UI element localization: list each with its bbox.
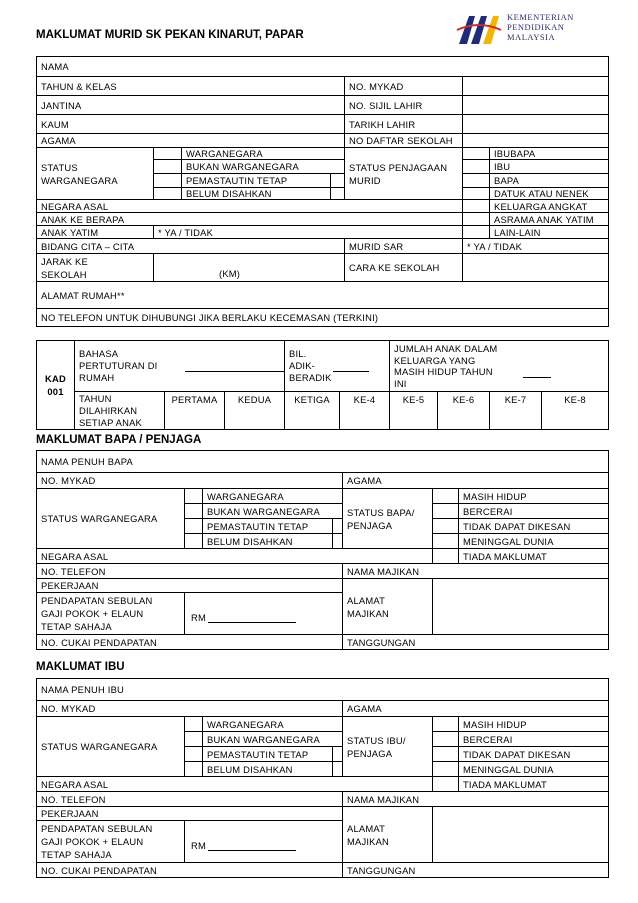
birth-cert-field[interactable] — [463, 96, 609, 115]
logo-line-2: PENDIDIKAN — [507, 22, 565, 32]
father-income-label — [37, 593, 185, 635]
siblings-line-3: BERADIK — [289, 372, 332, 383]
father-tax-field[interactable]: NO. CUKAI PENDAPATAN — [37, 635, 343, 650]
school-reg-label: NO DAFTAR SEKOLAH — [345, 134, 463, 148]
distance-field[interactable]: (KM) — [154, 254, 345, 282]
mother-religion-field[interactable]: AGAMA — [343, 701, 609, 717]
country-origin-field[interactable]: NEGARA ASAL — [37, 200, 463, 213]
gender-field[interactable]: JANTINA — [37, 96, 345, 115]
care-status-label: STATUS PENJAGAAN MURID — [345, 148, 463, 200]
father-employer-address-line-2: MAJIKAN — [347, 607, 390, 619]
father-status-line-1: STATUS BAPA/ — [347, 506, 415, 518]
ambition-field[interactable]: BIDANG CITA – CITA — [37, 239, 345, 254]
mother-employer-name-field[interactable]: NAMA MAJIKAN — [343, 792, 609, 807]
father-pr-checkbox[interactable] — [185, 519, 203, 534]
father-citizen-option: WARGANEGARA — [203, 489, 343, 504]
father-deceased-checkbox[interactable] — [433, 534, 459, 549]
father-noncitizen-option: BUKAN WARGANEGARA — [203, 504, 343, 519]
birth-years-line-2: DILAHIRKAN — [79, 404, 138, 416]
mother-divorced-option: BERCERAI — [459, 732, 609, 747]
father-income-field[interactable] — [185, 593, 343, 635]
citizen-option: WARGANEGARA — [182, 148, 345, 160]
birth-date-field[interactable] — [463, 115, 609, 134]
mother-occupation-field[interactable]: PEKERJAAN — [37, 807, 343, 821]
birth-years-label — [75, 392, 165, 430]
citizenship-status-label: STATUS WARGANEGARA — [37, 148, 154, 200]
father-income-line-3: TETAP SAHAJA — [41, 621, 112, 632]
birth-years-line-1: TAHUN — [79, 392, 112, 404]
father-income-line-1: PENDAPATAN SEBULAN — [41, 595, 153, 606]
unconfirmed-mark[interactable] — [331, 188, 345, 200]
mother-tax-field[interactable]: NO. CUKAI PENDAPATAN — [37, 863, 343, 878]
living-children-line-2: KELUARGA YANG — [394, 354, 476, 366]
mother-alive-checkbox[interactable] — [433, 717, 459, 732]
student-info-table — [36, 56, 609, 327]
father-employer-name-field[interactable]: NAMA MAJIKAN — [343, 564, 609, 579]
permanent-resident-checkbox[interactable] — [154, 174, 182, 188]
transport-label: CARA KE SEKOLAH — [345, 254, 463, 282]
mother-income-label — [37, 821, 185, 863]
mykad-label: NO. MYKAD — [345, 77, 463, 96]
birth-date-label: TARIKH LAHIR — [345, 115, 463, 134]
student-name-field[interactable]: NAMA — [37, 57, 609, 77]
unconfirmed-checkbox[interactable] — [154, 188, 182, 200]
mother-mykad-field[interactable]: NO. MYKAD — [37, 701, 343, 717]
living-children-line-1: JUMLAH ANAK DALAM — [394, 343, 498, 354]
father-unconfirmed-mark[interactable] — [333, 534, 343, 549]
mother-noinfo-checkbox[interactable] — [433, 777, 459, 792]
card-label-line-1: KAD — [45, 373, 66, 384]
father-employer-address-label — [343, 579, 433, 635]
child-3-cell[interactable]: KETIGA — [285, 392, 340, 430]
distance-label-line-2: SEKOLAH — [41, 268, 87, 280]
mother-status-line-2: PENJAGA — [347, 747, 393, 759]
mother-income-blank[interactable] — [208, 850, 296, 851]
family-card-table — [36, 340, 609, 430]
father-noinfo-checkbox[interactable] — [433, 549, 459, 564]
unconfirmed-option: BELUM DISAHKAN — [182, 188, 331, 200]
orphan-value[interactable]: * YA / TIDAK — [154, 226, 463, 239]
father-rm-label: RM — [191, 612, 206, 623]
mother-status-label — [343, 717, 433, 777]
emergency-phone-field[interactable]: NO TELEFON UNTUK DIHUBUNGI JIKA BERLAKU KECEMASAN (TERKINI) — [37, 309, 609, 327]
orphanage-option: ASRAMA ANAK YATIM — [490, 213, 609, 226]
father-noinfo-option: TIADA MAKLUMAT — [459, 549, 609, 564]
father-divorced-option: BERCERAI — [459, 504, 609, 519]
child-1-cell[interactable]: PERTAMA — [165, 392, 225, 430]
father-unconfirmed-checkbox[interactable] — [185, 534, 203, 549]
mother-pr-mark[interactable] — [333, 747, 343, 762]
father-info-table — [36, 450, 609, 650]
father-name-field[interactable]: NAMA PENUH BAPA — [37, 451, 609, 473]
father-status-label — [343, 489, 433, 549]
father-citizenship-label: STATUS WARGANEGARA — [37, 489, 185, 549]
father-employer-address-field[interactable] — [433, 579, 609, 635]
religion-field[interactable]: AGAMA — [37, 134, 345, 148]
card-label — [37, 341, 75, 430]
child-6-cell[interactable]: KE-6 — [438, 392, 490, 430]
father-untraceable-checkbox[interactable] — [433, 519, 459, 534]
sar-value[interactable]: * YA / TIDAK — [463, 239, 609, 254]
child-7-cell[interactable]: KE-7 — [490, 392, 542, 430]
mother-alive-option: MASIH HIDUP — [459, 717, 609, 732]
grandparents-option: DATUK ATAU NENEK — [490, 188, 609, 200]
father-country-field[interactable]: NEGARA ASAL — [37, 549, 433, 564]
father-mykad-field[interactable]: NO. MYKAD — [37, 473, 343, 489]
living-children-blank[interactable] — [523, 377, 551, 378]
mother-pr-checkbox[interactable] — [185, 747, 203, 762]
mykad-field[interactable] — [463, 77, 609, 96]
mother-section-title: MAKLUMAT IBU — [36, 661, 125, 673]
living-children-line-3-text: MASIH HIDUP TAHUN — [394, 366, 493, 377]
mother-employer-address-label — [343, 807, 433, 863]
father-pr-option: PEMASTAUTIN TETAP — [203, 519, 333, 534]
living-children-line-3 — [394, 366, 608, 378]
father-option: BAPA — [490, 174, 609, 188]
foster-family-checkbox[interactable] — [463, 200, 490, 213]
mother-income-field[interactable] — [185, 821, 343, 863]
father-section-title: MAKLUMAT BAPA / PENJAGA — [36, 434, 202, 446]
siblings-line-1: BIL. — [289, 348, 307, 359]
father-alive-checkbox[interactable] — [433, 489, 459, 504]
permanent-resident-mark[interactable] — [331, 174, 345, 188]
mother-unconfirmed-checkbox[interactable] — [185, 762, 203, 777]
mother-dependents-field[interactable]: TANGGUNGAN — [343, 863, 609, 878]
citizen-checkbox[interactable] — [154, 148, 182, 160]
mother-checkbox[interactable] — [463, 160, 490, 174]
father-divorced-checkbox[interactable] — [433, 504, 459, 519]
father-religion-field[interactable]: AGAMA — [343, 473, 609, 489]
parents-option: IBUBAPA — [490, 148, 609, 160]
card-label-line-2: 001 — [47, 386, 64, 397]
father-deceased-option: MENINGGAL DUNIA — [459, 534, 609, 549]
mother-employer-address-line-2: MAJIKAN — [347, 835, 390, 847]
race-field[interactable]: KAUM — [37, 115, 345, 134]
living-children-field[interactable] — [390, 341, 609, 392]
mother-employer-address-field[interactable] — [433, 807, 609, 863]
ministry-logo — [455, 8, 605, 50]
home-language-line-2-text: PERTUTURAN DI — [79, 360, 158, 371]
ministry-emblem-icon — [455, 10, 503, 48]
mother-divorced-checkbox[interactable] — [433, 732, 459, 747]
father-income-line-2: GAJI POKOK + ELAUN — [41, 608, 144, 619]
mother-citizen-checkbox[interactable] — [185, 717, 203, 732]
father-employer-address-line-1: ALAMAT — [347, 594, 386, 606]
father-phone-field[interactable]: NO. TELEFON — [37, 564, 343, 579]
year-class-field[interactable]: TAHUN & KELAS — [37, 77, 345, 96]
mother-noncitizen-checkbox[interactable] — [185, 732, 203, 747]
distance-label — [37, 254, 154, 282]
orphanage-checkbox[interactable] — [463, 213, 490, 226]
birth-cert-label: NO. SIJIL LAHIR — [345, 96, 463, 115]
child-order-field[interactable]: ANAK KE BERAPA — [37, 213, 463, 226]
siblings-line-2-text: ADIK- — [289, 360, 316, 371]
mother-income-line-1: PENDAPATAN SEBULAN — [41, 823, 153, 834]
school-reg-field[interactable] — [463, 134, 609, 148]
mother-untraceable-option: TIDAK DAPAT DIKESAN — [459, 747, 609, 762]
orphan-label: ANAK YATIM — [37, 226, 154, 239]
page-title: MAKLUMAT MURID SK PEKAN KINARUT, PAPAR — [36, 29, 304, 41]
father-pr-mark[interactable] — [333, 519, 343, 534]
child-4-cell[interactable]: KE-4 — [340, 392, 390, 430]
father-status-line-2: PENJAGA — [347, 519, 393, 531]
home-language-line-3: RUMAH — [79, 372, 115, 383]
non-citizen-option: BUKAN WARGANEGARA — [182, 160, 345, 174]
others-option: LAIN-LAIN — [490, 226, 609, 239]
child-5-cell[interactable]: KE-5 — [390, 392, 438, 430]
mother-deceased-checkbox[interactable] — [433, 762, 459, 777]
others-checkbox[interactable] — [463, 226, 490, 239]
mother-noinfo-option: TIADA MAKLUMAT — [459, 777, 609, 792]
mother-employer-address-line-1: ALAMAT — [347, 822, 386, 834]
sar-label: MURID SAR — [345, 239, 463, 254]
mother-deceased-option: MENINGGAL DUNIA — [459, 762, 609, 777]
mother-income-line-2: GAJI POKOK + ELAUN — [41, 836, 144, 847]
father-income-blank[interactable] — [208, 622, 296, 623]
father-citizen-checkbox[interactable] — [185, 489, 203, 504]
mother-citizen-option: WARGANEGARA — [203, 717, 343, 732]
non-citizen-checkbox[interactable] — [154, 160, 182, 174]
father-occupation-field[interactable]: PEKERJAAN — [37, 579, 343, 593]
home-language-blank[interactable] — [185, 371, 284, 372]
mother-name-field[interactable]: NAMA PENUH IBU — [37, 679, 609, 701]
permanent-resident-option: PEMASTAUTIN TETAP — [182, 174, 331, 188]
mother-info-table — [36, 678, 609, 878]
child-8-cell[interactable]: KE-8 — [542, 392, 609, 430]
father-alive-option: MASIH HIDUP — [459, 489, 609, 504]
mother-option: IBU — [490, 160, 609, 174]
parents-checkbox[interactable] — [463, 148, 490, 160]
father-unconfirmed-option: BELUM DISAHKAN — [203, 534, 333, 549]
father-untraceable-option: TIDAK DAPAT DIKESAN — [459, 519, 609, 534]
mother-rm-label: RM — [191, 840, 206, 851]
home-language-line-2 — [79, 360, 284, 372]
siblings-blank[interactable] — [333, 371, 369, 372]
home-address-field[interactable]: ALAMAT RUMAH** — [37, 282, 609, 309]
mother-phone-field[interactable]: NO. TELEFON — [37, 792, 343, 807]
mother-citizenship-label: STATUS WARGANEGARA — [37, 717, 185, 777]
living-children-line-4: INI — [394, 377, 407, 389]
mother-pr-option: PEMASTAUTIN TETAP — [203, 747, 333, 762]
father-noncitizen-checkbox[interactable] — [185, 504, 203, 519]
home-language-line-1: BAHASA — [79, 348, 119, 359]
mother-income-line-3: TETAP SAHAJA — [41, 849, 112, 860]
mother-country-field[interactable]: NEGARA ASAL — [37, 777, 433, 792]
child-2-cell[interactable]: KEDUA — [225, 392, 285, 430]
mother-status-line-1: STATUS IBU/ — [347, 734, 406, 746]
foster-family-option: KELUARGA ANGKAT — [490, 200, 609, 213]
logo-line-3: MALAYSIA — [507, 32, 556, 42]
home-language-field[interactable] — [75, 341, 285, 392]
siblings-count-field[interactable] — [285, 341, 390, 392]
mother-noncitizen-option: BUKAN WARGANEGARA — [203, 732, 343, 747]
mother-unconfirmed-mark[interactable] — [333, 762, 343, 777]
transport-field[interactable] — [463, 254, 609, 282]
father-dependents-field[interactable]: TANGGUNGAN — [343, 635, 609, 650]
distance-label-line-1: JARAK KE — [41, 255, 88, 267]
siblings-line-2 — [289, 360, 389, 372]
mother-untraceable-checkbox[interactable] — [433, 747, 459, 762]
grandparents-checkbox[interactable] — [463, 188, 490, 200]
logo-line-1: KEMENTERIAN — [507, 12, 574, 22]
mother-unconfirmed-option: BELUM DISAHKAN — [203, 762, 333, 777]
birth-years-line-3: SETIAP ANAK — [79, 416, 142, 428]
father-checkbox[interactable] — [463, 174, 490, 188]
